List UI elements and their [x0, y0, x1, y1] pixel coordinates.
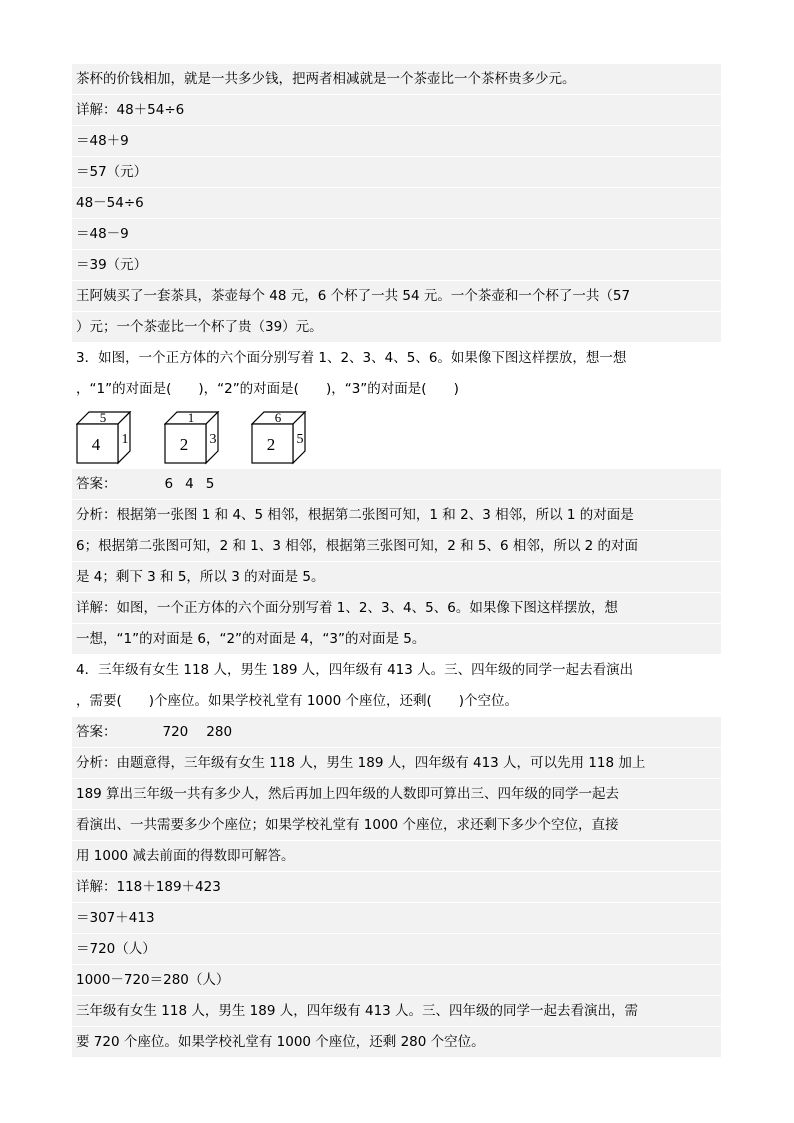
- text-line: 看演出、一共需要多少个座位；如果学校礼堂有 1000 个座位，求还剩下多少个空位，直接: [72, 810, 721, 841]
- answer-value: 720: [162, 724, 189, 740]
- answer-value: 280: [206, 724, 233, 740]
- question-3-line-2: ，“1”的对面是( )，“2”的对面是( )，“3”的对面是( ): [72, 374, 721, 405]
- cube-2-side-label: 3: [209, 432, 217, 447]
- text-line: 分析：由题意得，三年级有女生 118 人，男生 189 人，四年级有 413 人，可以先用 118 加上: [72, 748, 721, 779]
- text-line: 分析：根据第一张图 1 和 4、5 相邻，根据第二张图可知，1 和 2、3 相邻，所以 1 的对面是: [72, 500, 721, 531]
- text-line: ＝307＋413: [72, 903, 721, 934]
- text-line: 要 720 个座位。如果学校礼堂有 1000 个座位，还剩 280 个空位。: [72, 1027, 721, 1058]
- answer-value: 5: [205, 476, 215, 492]
- answer-label: 答案：: [76, 476, 117, 492]
- cube-2-front-label: 2: [179, 435, 189, 454]
- question-4-line-1: 4．三年级有女生 118 人，男生 189 人，四年级有 413 人。三、四年级的同学一起去看演出: [72, 655, 721, 686]
- document-page: [72, 64, 721, 1058]
- text-line: 三年级有女生 118 人，男生 189 人，四年级有 413 人。三、四年级的同学一起去看演出，需: [72, 996, 721, 1027]
- text-line: 48－54÷6: [72, 188, 721, 219]
- text-line: 6；根据第二张图可知，2 和 1、3 相邻，根据第三张图可知，2 和 5、6 相邻，所以 2 的对面: [72, 531, 721, 562]
- text-line: 详解：48＋54÷6: [72, 95, 721, 126]
- cube-2-top-label: 1: [187, 411, 195, 425]
- text-line: ＝48＋9: [72, 126, 721, 157]
- answer-value: 4: [185, 476, 194, 492]
- question-3-answer: [72, 469, 721, 500]
- text-line: 详解：如图，一个正方体的六个面分别写着 1、2、3、4、5、6。如果像下图这样摆放，想: [72, 593, 721, 624]
- text-line: 189 算出三年级一共有多少人，然后再加上四年级的人数即可算出三、四年级的同学一起去: [72, 779, 721, 810]
- cube-figure-3: [251, 411, 307, 469]
- question-3-line-1: 3．如图，一个正方体的六个面分别写着 1、2、3、4、5、6。如果像下图这样摆放，想一想: [72, 343, 721, 374]
- text-line: ＝39（元）: [72, 250, 721, 281]
- cube-1-front-label: 4: [91, 435, 101, 454]
- text-line: ＝48－9: [72, 219, 721, 250]
- text-line: 详解：118＋189＋423: [72, 872, 721, 903]
- question-4-answer: [72, 717, 721, 748]
- answer-value: 6: [164, 476, 174, 492]
- cube-1-side-label: 1: [121, 432, 129, 447]
- answer-label: 答案：: [76, 724, 117, 740]
- cube-3-front-label: 2: [266, 435, 276, 454]
- text-line: ＝720（人）: [72, 934, 721, 965]
- text-line: 茶杯的价钱相加，就是一共多少钱，把两者相减就是一个茶壶比一个茶杯贵多少元。: [72, 64, 721, 95]
- text-line: 王阿姨买了一套茶具，茶壶每个 48 元，6 个杯了一共 54 元。一个茶壶和一个杯了一共（57: [72, 281, 721, 312]
- cube-figures: [72, 405, 721, 469]
- cube-3-side-label: 5: [296, 432, 304, 447]
- text-line: 是 4；剩下 3 和 5，所以 3 的对面是 5。: [72, 562, 721, 593]
- question-4-line-2: ，需要( )个座位。如果学校礼堂有 1000 个座位，还剩( )个空位。: [72, 686, 721, 717]
- cube-3-top-label: 6: [274, 411, 282, 425]
- text-line: ＝57（元）: [72, 157, 721, 188]
- text-line: 一想，“1”的对面是 6，“2”的对面是 4，“3”的对面是 5。: [72, 624, 721, 655]
- text-line: 用 1000 减去前面的得数即可解答。: [72, 841, 721, 872]
- text-line: ）元；一个茶壶比一个杯了贵（39）元。: [72, 312, 721, 343]
- text-line: 1000－720＝280（人）: [72, 965, 721, 996]
- cube-1-top-label: 5: [99, 411, 107, 425]
- cube-figure-1: [76, 411, 132, 469]
- cube-figure-2: [164, 411, 220, 469]
